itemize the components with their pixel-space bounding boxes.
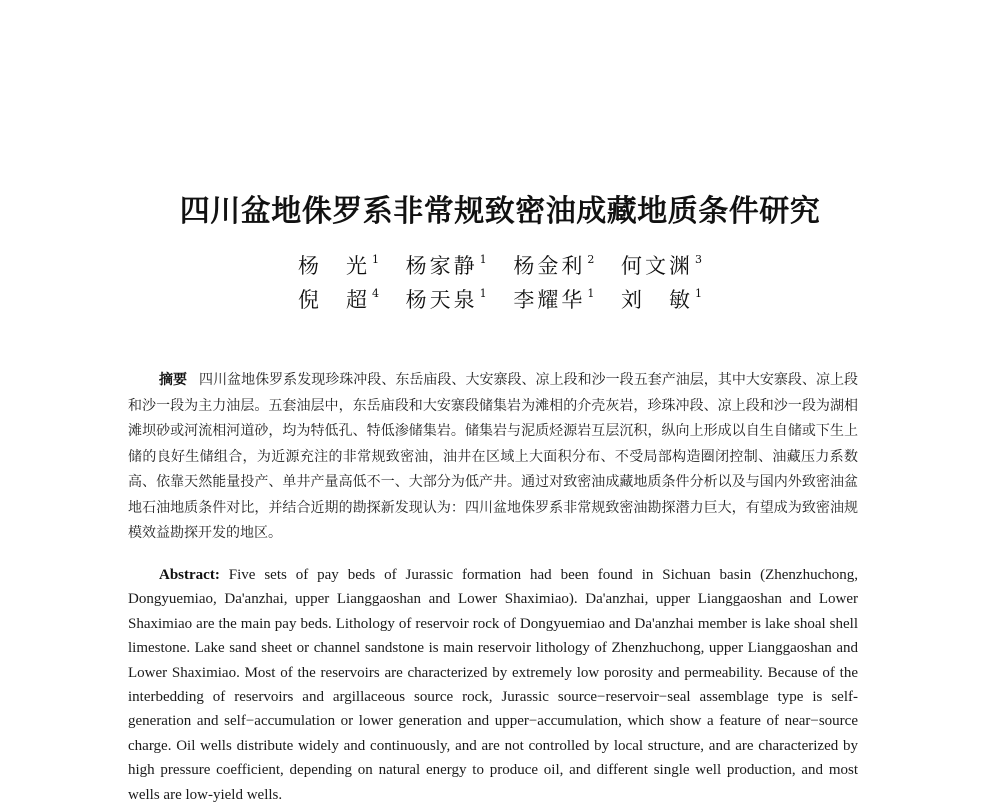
- author-name: 杨天泉: [405, 288, 478, 312]
- author-affiliation: 1: [695, 287, 703, 300]
- author-list-row-2: [0, 284, 1000, 314]
- author-affiliation: 1: [479, 253, 487, 266]
- author-name: 倪 超: [297, 288, 370, 312]
- author-name: 杨 光: [297, 254, 370, 278]
- author-affiliation: 3: [695, 253, 703, 266]
- paper-title: 四川盆地侏罗系非常规致密油成藏地质条件研究: [179, 194, 821, 229]
- author-affiliation: 4: [371, 287, 379, 300]
- author: [406, 284, 487, 314]
- abstract-chinese: [128, 368, 858, 547]
- author-affiliation: 1: [479, 287, 487, 300]
- author: [298, 284, 379, 314]
- abstract-english: [128, 563, 858, 807]
- abstract-english-label: Abstract:: [159, 567, 220, 583]
- author: [513, 284, 594, 314]
- author-list-row-1: [0, 250, 1000, 280]
- author: [406, 250, 487, 280]
- author-name: 李耀华: [513, 288, 586, 312]
- abstract-chinese-text: 四川盆地侏罗系发现珍珠冲段、东岳庙段、大安寨段、凉上段和沙一段五套产油层，其中大安寨段、凉上段和沙一段为主力油层。五套油层中，东岳庙段和大安寨段储集岩为滩相的介壳灰岩，珍珠冲段、凉上段和沙一段为湖相滩坝砂或河流相河道砂，均为特低孔、特低渗储集岩。储集岩与泥质烃源岩互层沉积，纵向上形成以自生自储或下生上储的良好生储组合，为近源充注的非常规致密油，油井在区域上大面积分布、不受局部构造圈闭控制、油藏压力系数高、依靠天然能量投产、单井产量高低不一、大部分为低产井。通过对致密油成藏地质条件分析以及与国内外致密油盆地石油地质条件对比，并结合近期的勘探新发现认为：四川盆地侏罗系非常规致密油勘探潜力巨大，有望成为致密油规模效益勘探开发的地区。: [128, 372, 859, 541]
- abstract-chinese-label: 摘要: [159, 372, 188, 388]
- author: [513, 250, 594, 280]
- author-name: 何文渊: [621, 254, 694, 278]
- author-name: 杨金利: [513, 254, 586, 278]
- author-name: 杨家静: [405, 254, 478, 278]
- author-affiliation: 1: [587, 287, 595, 300]
- author: [621, 284, 702, 314]
- author: [621, 250, 702, 280]
- author-affiliation: 2: [587, 253, 595, 266]
- author-name: 刘 敏: [621, 288, 694, 312]
- abstract-english-text: Five sets of pay beds of Jurassic formation had been found in Sichuan basin (Zhenzhuchong, Dongyuemiao, Da'anzhai, upper Lianggaoshan and Lower Shaximiao). Da'anzhai, upper Lianggaoshan and Lower Shaximiao are the main pay beds. Lithology of reservoir rock of Dongyuemiao and Da'anzhai member is lake shoal shell limestone. Lake sand sheet or channel sandstone is main reservoir lithology of Zhenzhuchong, upper Lianggaoshan and Lower Shaximiao. Most of the reservoirs are characterized by extremely low porosity and permeability. Because of the interbedding of reservoirs and argillaceous source rock, Jurassic source−reservoir−seal assemblage type is self-generation and self−accumulation or lower generation and upper−accumulation, which show a feature of near−source charge. Oil wells distribute widely and continuously, and are not controlled by local structure, and are characterized by high pressure coefficient, depending on natural energy to produce oil, and different single well production, and most wells are low-yield wells.: [128, 567, 858, 803]
- author-affiliation: 1: [371, 253, 379, 266]
- author: [298, 250, 379, 280]
